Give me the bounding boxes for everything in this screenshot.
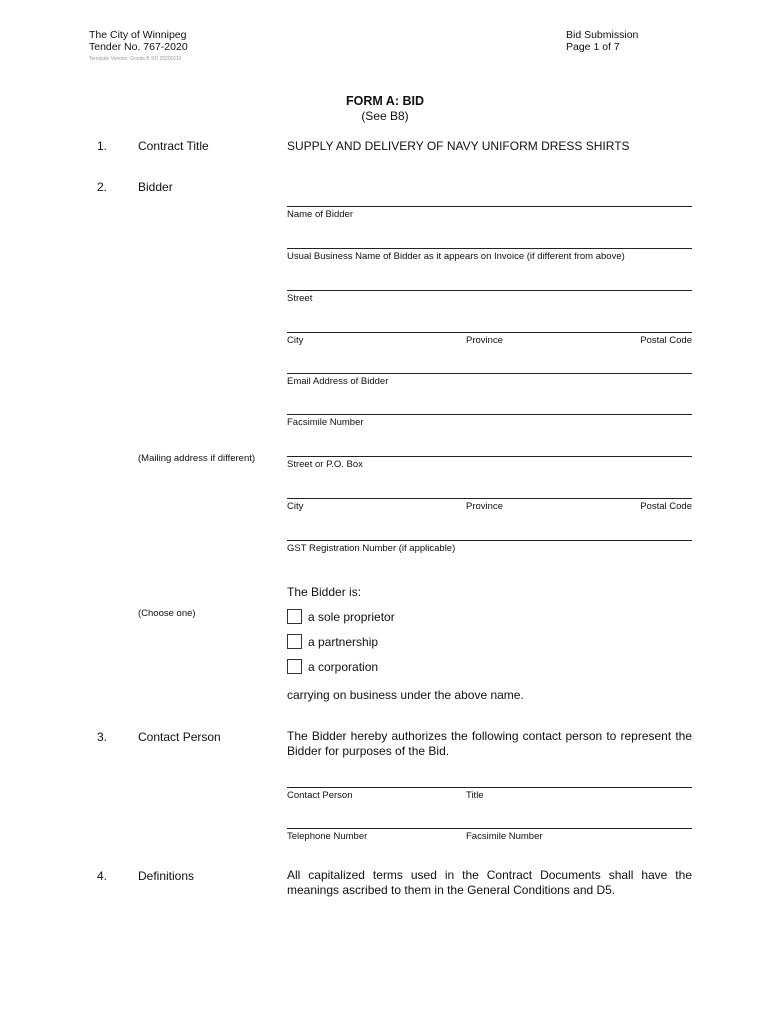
carrying-on-business-text: carrying on business under the above name. <box>287 688 524 702</box>
header-left <box>89 29 188 53</box>
province-label: Province <box>466 335 503 346</box>
section-2-label: Bidder <box>138 180 173 194</box>
mailing-address-note: (Mailing address if different) <box>138 453 256 464</box>
org-name: The City of Winnipeg <box>89 29 187 41</box>
section-3-number: 3. <box>97 730 108 744</box>
choose-one-note: (Choose one) <box>138 608 196 619</box>
divider <box>287 540 692 541</box>
mailing-city-label: City <box>287 501 304 512</box>
divider <box>287 290 692 291</box>
divider <box>287 787 692 788</box>
telephone-label: Telephone Number <box>287 831 368 842</box>
mailing-postal-label: Postal Code <box>640 501 692 512</box>
mailing-province-label: Province <box>466 501 503 512</box>
fax-label: Facsimile Number <box>287 417 364 428</box>
divider <box>287 414 692 415</box>
divider <box>287 332 692 333</box>
email-label: Email Address of Bidder <box>287 376 389 387</box>
sole-proprietor-label: a sole proprietor <box>308 609 395 624</box>
section-2-number: 2. <box>97 180 108 194</box>
divider <box>287 828 692 829</box>
bid-submission-label: Bid Submission <box>566 29 639 41</box>
tender-number: Tender No. 767-2020 <box>89 41 188 53</box>
section-1-number: 1. <box>97 139 108 153</box>
partnership-label: a partnership <box>308 634 379 649</box>
divider <box>287 206 692 207</box>
form-title: FORM A: BID <box>346 94 424 108</box>
section-4-number: 4. <box>97 869 108 883</box>
definitions-text: All capitalized terms used in the Contract Documents shall have the meanings ascribed to them in the General Conditions and D5. <box>287 868 692 897</box>
business-name-label: Usual Business Name of Bidder as it appears on Invoice (if different from above) <box>287 251 625 262</box>
form-subtitle: (See B8) <box>361 109 409 123</box>
page-number: Page 1 of 7 <box>566 41 620 53</box>
section-4-label: Definitions <box>138 869 195 883</box>
po-box-label: Street or P.O. Box <box>287 459 363 470</box>
city-label: City <box>287 335 304 346</box>
corporation-checkbox[interactable] <box>287 659 302 674</box>
option-sole-proprietor[interactable] <box>287 609 395 624</box>
template-version: Template Version: Goods B SO 20200110 <box>89 56 182 62</box>
option-corporation[interactable] <box>287 659 378 674</box>
divider <box>287 498 692 499</box>
bidder-name-label: Name of Bidder <box>287 209 354 220</box>
section-3-label: Contact Person <box>138 730 221 744</box>
contract-title-value: SUPPLY AND DELIVERY OF NAVY UNIFORM DRESS SHIRTS <box>287 139 630 153</box>
street-label: Street <box>287 293 313 304</box>
divider <box>287 248 692 249</box>
sole-proprietor-checkbox[interactable] <box>287 609 302 624</box>
partnership-checkbox[interactable] <box>287 634 302 649</box>
contact-person-label: Contact Person <box>287 790 353 801</box>
divider <box>287 456 692 457</box>
contact-authorization-text: The Bidder hereby authorizes the following contact person to represent the Bidder for purposes of the Bid. <box>287 729 692 758</box>
contact-fax-label: Facsimile Number <box>466 831 543 842</box>
contact-title-label: Title <box>466 790 484 801</box>
section-1-label: Contract Title <box>138 139 209 153</box>
postal-code-label: Postal Code <box>640 335 692 346</box>
header-right <box>566 29 638 53</box>
option-partnership[interactable] <box>287 634 378 649</box>
divider <box>287 373 692 374</box>
gst-label: GST Registration Number (if applicable) <box>287 543 456 554</box>
bidder-is-heading: The Bidder is: <box>287 585 362 599</box>
corporation-label: a corporation <box>308 659 379 674</box>
